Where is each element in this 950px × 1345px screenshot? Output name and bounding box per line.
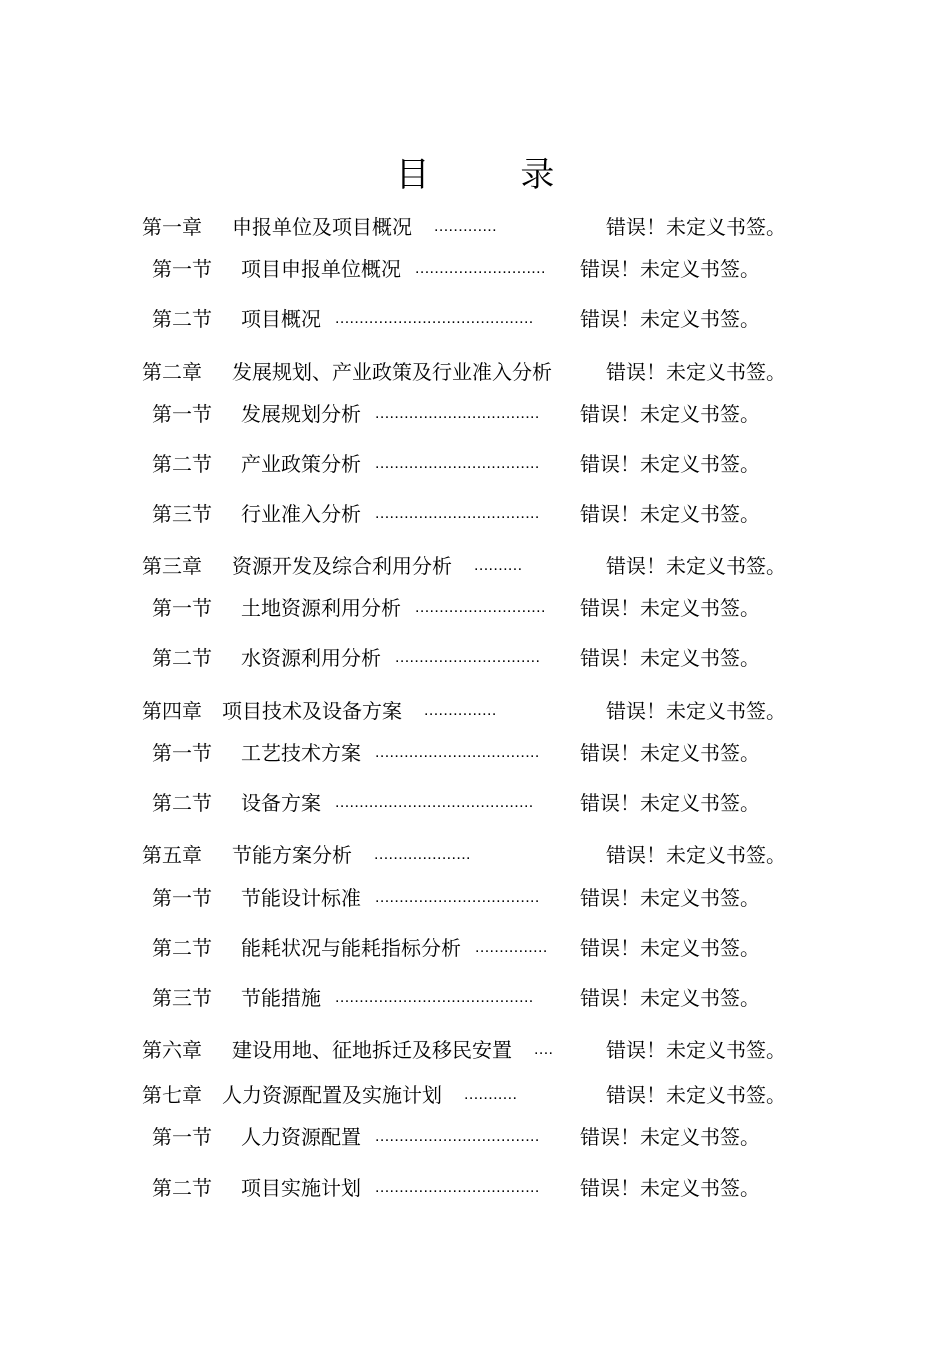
- toc-entry[interactable]: [0, 254, 950, 284]
- toc-entry-title: 工艺技术方案: [241, 741, 361, 765]
- toc-entry-number: 第五章: [142, 843, 202, 867]
- toc-entry-title: 建设用地、征地拆迁及移民安置: [232, 1038, 512, 1062]
- toc-entry-page-ref[interactable]: 错误！未定义书签。: [606, 360, 786, 384]
- toc-entry-page-ref[interactable]: 错误！未定义书签。: [580, 886, 760, 910]
- toc-entry-leader: ...........: [464, 1086, 518, 1103]
- toc-entry-number: 第三节: [152, 502, 212, 526]
- toc-entry-title: 能耗状况与能耗指标分析: [241, 936, 461, 960]
- toc-entry-number: 第一节: [152, 886, 212, 910]
- toc-entry-page-ref[interactable]: 错误！未定义书签。: [580, 596, 760, 620]
- toc-entry[interactable]: [0, 1080, 950, 1110]
- toc-entry-title: 资源开发及综合利用分析: [232, 554, 452, 578]
- toc-entry-number: 第一章: [142, 215, 202, 239]
- toc-entry-number: 第四章: [142, 699, 202, 723]
- toc-entry-title: 节能设计标准: [241, 886, 361, 910]
- toc-entry-leader: .........................................: [335, 310, 534, 327]
- toc-entry-title: 节能方案分析: [232, 843, 352, 867]
- toc-entry-leader: ..................................: [375, 889, 540, 906]
- toc-entry[interactable]: [0, 499, 950, 529]
- toc-entry-leader: ..................................: [375, 455, 540, 472]
- toc-entry[interactable]: [0, 1122, 950, 1152]
- toc-entry[interactable]: [0, 1173, 950, 1203]
- toc-entry-title: 项目申报单位概况: [241, 257, 401, 281]
- toc-entry-title: 人力资源配置: [241, 1125, 361, 1149]
- toc-entry-number: 第二节: [152, 791, 212, 815]
- toc-entry[interactable]: [0, 449, 950, 479]
- toc-entry-number: 第一节: [152, 402, 212, 426]
- toc-entry-leader: ...........................: [415, 260, 546, 277]
- toc-entry-leader: ..........: [474, 557, 523, 574]
- toc-title: 目 录: [395, 155, 595, 195]
- toc-entry-number: 第二节: [152, 307, 212, 331]
- toc-entry-leader: ...............: [424, 702, 497, 719]
- toc-entry-number: 第一节: [152, 741, 212, 765]
- toc-entry-page-ref[interactable]: 错误！未定义书签。: [580, 1125, 760, 1149]
- toc-entry-number: 第二章: [142, 360, 202, 384]
- toc-entry-number: 第二节: [152, 646, 212, 670]
- toc-entry[interactable]: [0, 788, 950, 818]
- toc-entry-title: 节能措施: [241, 986, 321, 1010]
- toc-entry-leader: ...............: [475, 939, 548, 956]
- toc-entry[interactable]: [0, 883, 950, 913]
- toc-entry-title: 行业准入分析: [241, 502, 361, 526]
- toc-entry-number: 第三节: [152, 986, 212, 1010]
- toc-entry-title: 人力资源配置及实施计划: [222, 1083, 442, 1107]
- toc-entry-title: 项目实施计划: [241, 1176, 361, 1200]
- toc-entry-number: 第一节: [152, 257, 212, 281]
- toc-entry[interactable]: [0, 399, 950, 429]
- toc-entry-page-ref[interactable]: 错误！未定义书签。: [606, 1083, 786, 1107]
- toc-entry-page-ref[interactable]: 错误！未定义书签。: [580, 452, 760, 476]
- toc-entry[interactable]: [0, 738, 950, 768]
- toc-entry-page-ref[interactable]: 错误！未定义书签。: [580, 936, 760, 960]
- toc-entry-leader: ..............................: [395, 649, 541, 666]
- toc-entry-page-ref[interactable]: 错误！未定义书签。: [606, 554, 786, 578]
- toc-entry[interactable]: [0, 357, 950, 387]
- toc-entry-page-ref[interactable]: 错误！未定义书签。: [580, 741, 760, 765]
- toc-entry-title: 设备方案: [241, 791, 321, 815]
- toc-entry[interactable]: [0, 840, 950, 870]
- toc-entry-leader: .........................................: [335, 794, 534, 811]
- toc-entry-leader: .............: [434, 218, 497, 235]
- toc-entry-page-ref[interactable]: 错误！未定义书签。: [606, 1038, 786, 1062]
- toc-entry-leader: ...........................: [415, 599, 546, 616]
- toc-entry-leader: ..................................: [375, 1128, 540, 1145]
- toc-entry-number: 第六章: [142, 1038, 202, 1062]
- toc-entry-number: 第一节: [152, 1125, 212, 1149]
- toc-entry-leader: ..................................: [375, 1179, 540, 1196]
- toc-entry[interactable]: [0, 212, 950, 242]
- toc-entry-page-ref[interactable]: 错误！未定义书签。: [606, 699, 786, 723]
- toc-entry[interactable]: [0, 933, 950, 963]
- toc-entry-title: 水资源利用分析: [241, 646, 381, 670]
- toc-entry-title: 发展规划分析: [241, 402, 361, 426]
- toc-entry-page-ref[interactable]: 错误！未定义书签。: [580, 1176, 760, 1200]
- toc-entry-page-ref[interactable]: 错误！未定义书签。: [580, 791, 760, 815]
- toc-entry-page-ref[interactable]: 错误！未定义书签。: [580, 502, 760, 526]
- toc-entry[interactable]: [0, 1035, 950, 1065]
- toc-entry-page-ref[interactable]: 错误！未定义书签。: [580, 402, 760, 426]
- toc-entry-leader: ....................: [374, 846, 471, 863]
- toc-entry-title: 申报单位及项目概况: [232, 215, 412, 239]
- toc-entry-title: 项目技术及设备方案: [222, 699, 402, 723]
- toc-entry-title: 发展规划、产业政策及行业准入分析: [232, 360, 552, 384]
- toc-entry[interactable]: [0, 696, 950, 726]
- toc-entry-page-ref[interactable]: 错误！未定义书签。: [580, 986, 760, 1010]
- toc-entry-title: 土地资源利用分析: [241, 596, 401, 620]
- toc-entry-leader: .........................................: [335, 989, 534, 1006]
- toc-entry-leader: ..................................: [375, 744, 540, 761]
- toc-entry-title: 项目概况: [241, 307, 321, 331]
- toc-entry-number: 第一节: [152, 596, 212, 620]
- toc-entry[interactable]: [0, 593, 950, 623]
- toc-entry[interactable]: [0, 643, 950, 673]
- toc-entry-leader: ....: [534, 1041, 554, 1058]
- toc-entry-number: 第二节: [152, 936, 212, 960]
- toc-entry-title: 产业政策分析: [241, 452, 361, 476]
- toc-entry-number: 第七章: [142, 1083, 202, 1107]
- toc-entry-page-ref[interactable]: 错误！未定义书签。: [580, 257, 760, 281]
- toc-entry-page-ref[interactable]: 错误！未定义书签。: [606, 843, 786, 867]
- toc-entry-number: 第二节: [152, 452, 212, 476]
- toc-entry[interactable]: [0, 304, 950, 334]
- toc-entry-number: 第二节: [152, 1176, 212, 1200]
- toc-entry-page-ref[interactable]: 错误！未定义书签。: [580, 646, 760, 670]
- toc-entry[interactable]: [0, 983, 950, 1013]
- toc-entry-leader: ..................................: [375, 405, 540, 422]
- toc-entry-page-ref[interactable]: 错误！未定义书签。: [606, 215, 786, 239]
- toc-entry-leader: ..................................: [375, 505, 540, 522]
- toc-entry[interactable]: [0, 551, 950, 581]
- toc-entry-number: 第三章: [142, 554, 202, 578]
- toc-entry-page-ref[interactable]: 错误！未定义书签。: [580, 307, 760, 331]
